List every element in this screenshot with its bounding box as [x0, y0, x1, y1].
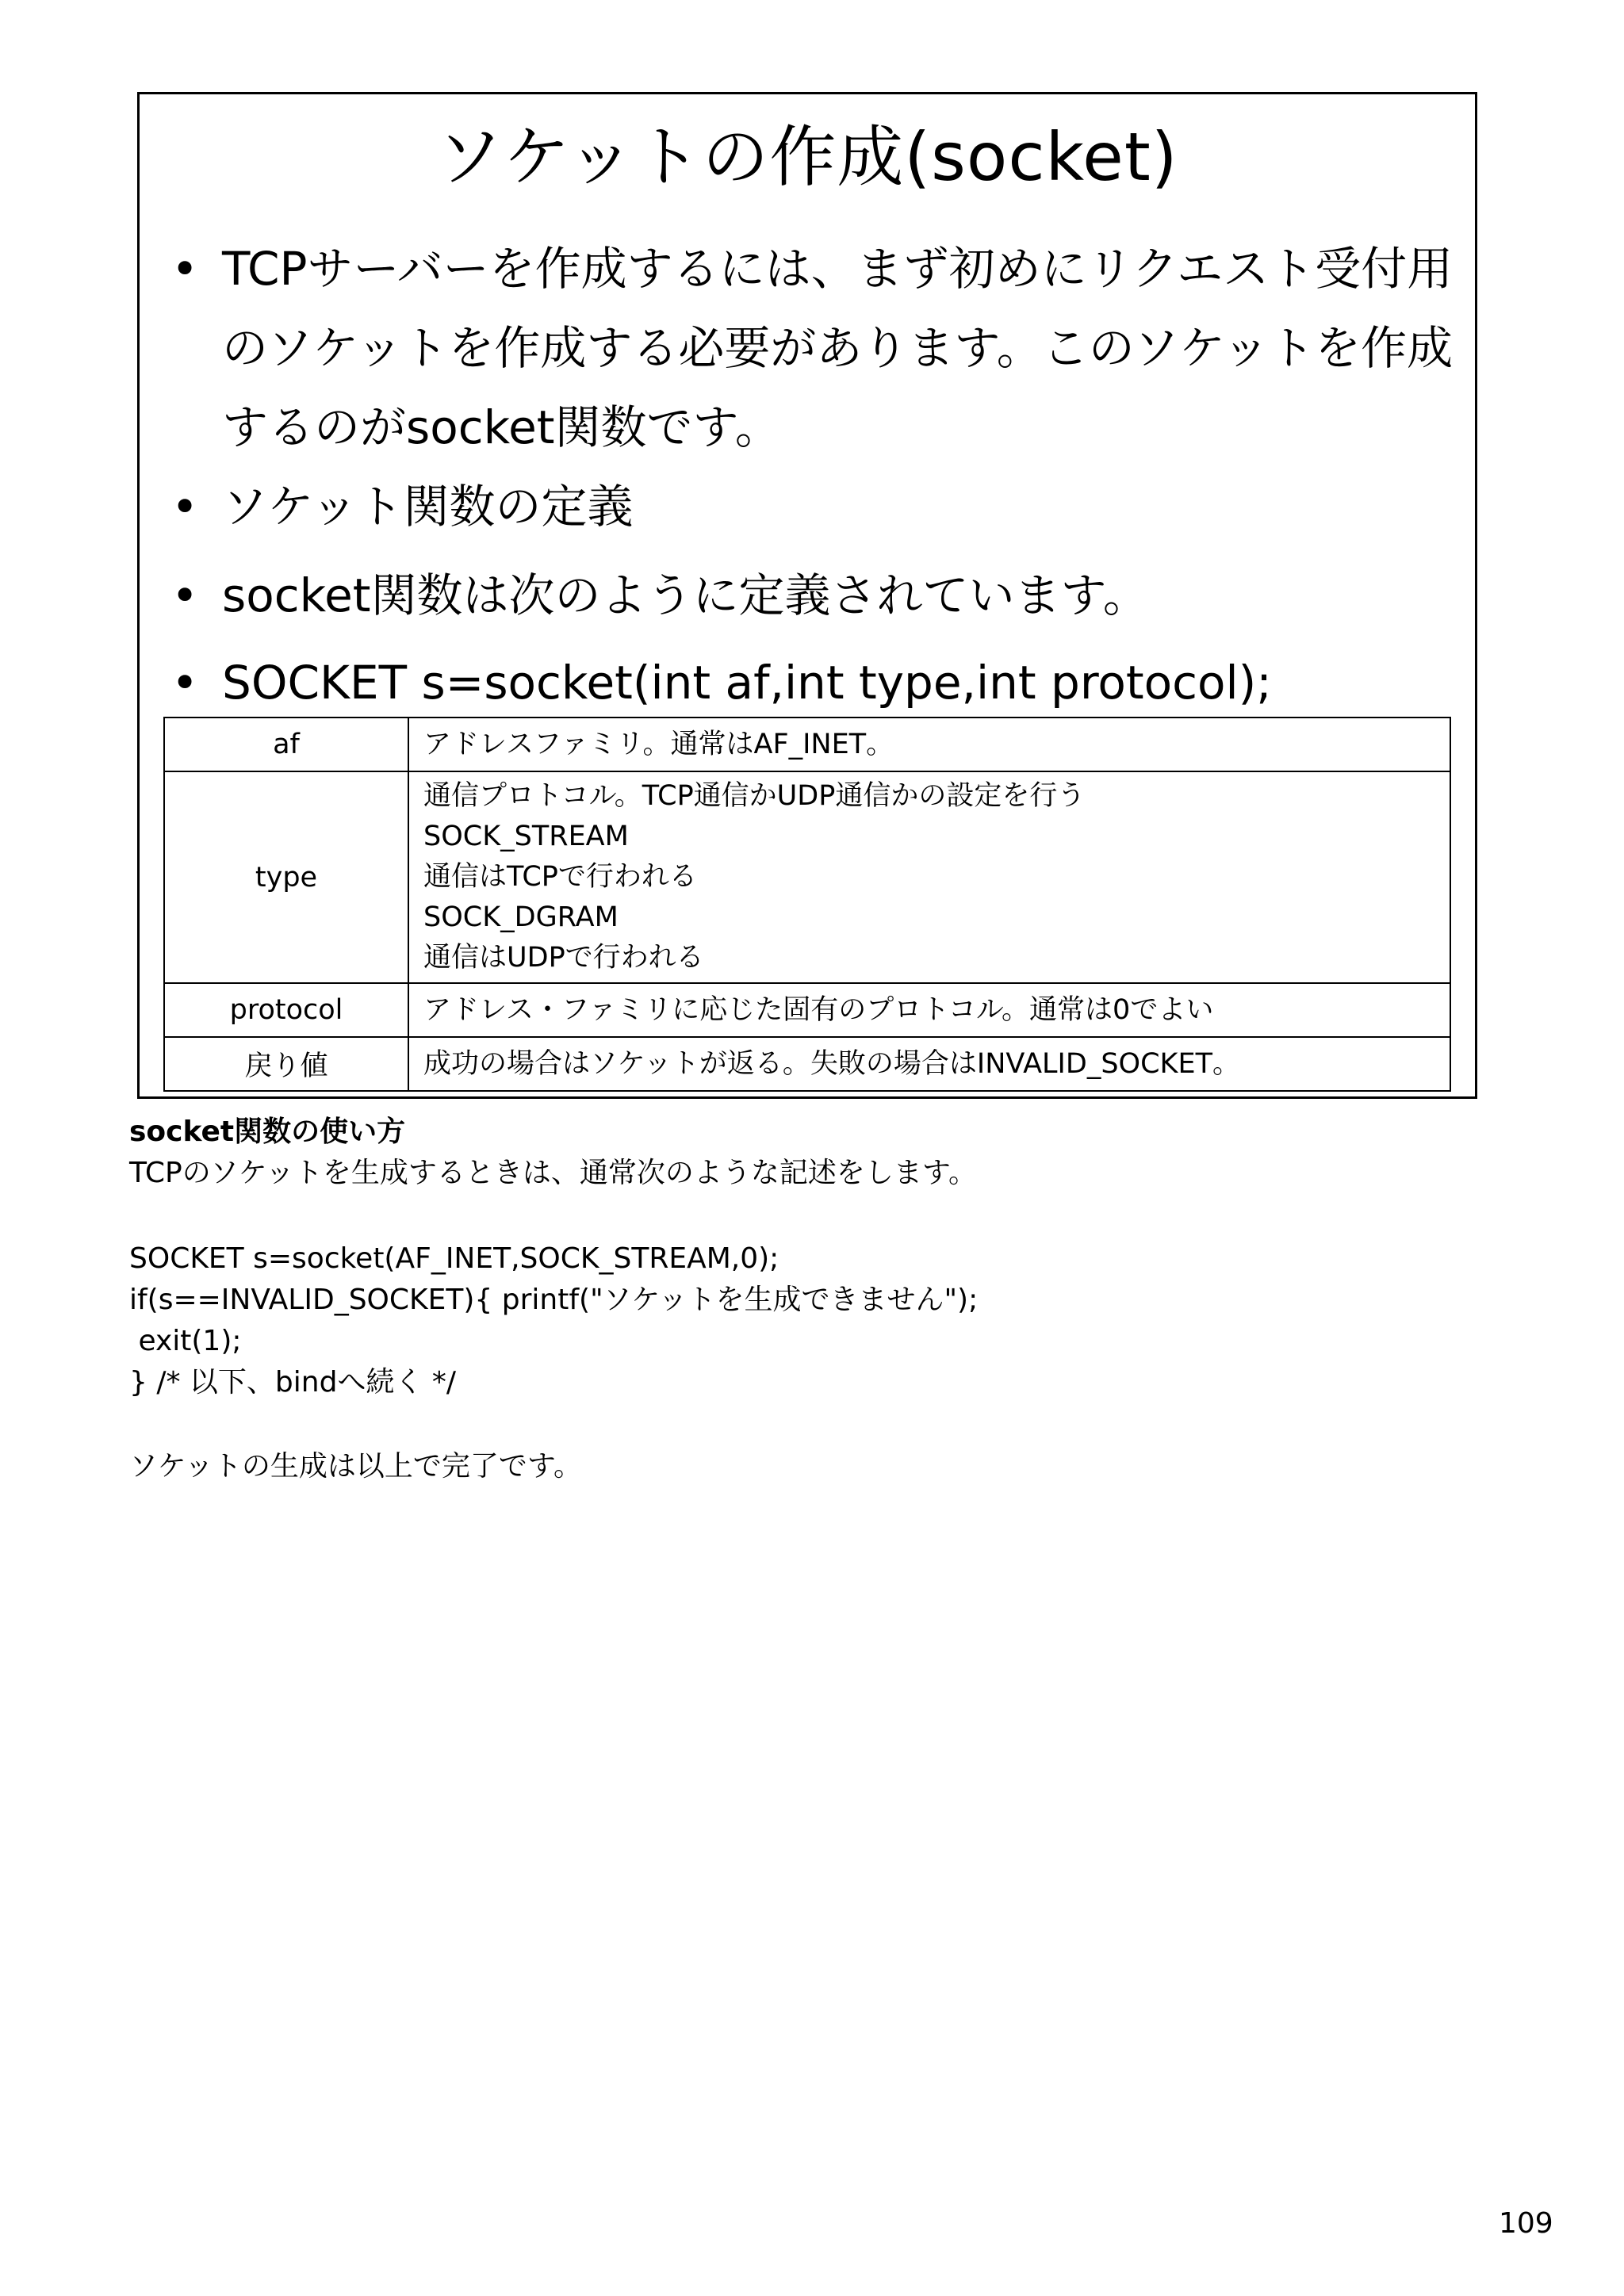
param-desc-line: アドレス・ファミリに応じた固有のプロトコル。通常は0でよい: [423, 993, 1214, 1026]
bullet-item: [159, 556, 1459, 643]
parameter-table: [163, 717, 1451, 1092]
bullet-text: socket関数は次のように定義されています。: [222, 568, 1149, 622]
param-desc-cell: [408, 1037, 1450, 1091]
param-desc-line: SOCK_DGRAM: [423, 901, 619, 933]
table-row: [164, 718, 1450, 771]
code-line: } /* 以下、bindへ続く */: [129, 1366, 457, 1399]
param-desc-cell: [408, 771, 1450, 983]
slide-title: ソケットの作成(socket): [436, 118, 1178, 196]
param-desc-cell: [408, 983, 1450, 1037]
conclusion-text: ソケットの生成は以上で完了です。: [129, 1450, 582, 1483]
code-line: exit(1);: [129, 1325, 242, 1357]
param-name-cell: type: [164, 771, 408, 983]
table-row: [164, 771, 1450, 983]
bullet-text: ソケット関数の定義: [222, 480, 634, 534]
code-line: SOCKET s=socket(AF_INET,SOCK_STREAM,0);: [129, 1242, 779, 1275]
param-desc-line: SOCK_STREAM: [423, 821, 629, 852]
param-desc-cell: [408, 718, 1450, 771]
bullet-item: [159, 229, 1459, 467]
param-desc-line: アドレスファミリ。通常はAF_INET。: [423, 728, 894, 760]
bullet-item: [159, 467, 1459, 556]
table-row: [164, 1037, 1450, 1091]
param-name-cell: 戻り値: [164, 1037, 408, 1091]
bullet-list: [159, 229, 1459, 730]
bullet-dot: •: [171, 242, 199, 296]
table-row: [164, 983, 1450, 1037]
bullet-dot: •: [171, 656, 199, 710]
usage-intro-text: TCPのソケットを生成するときは、通常次のような記述をします。: [129, 1157, 977, 1189]
code-line: if(s==INVALID_SOCKET){ printf("ソケットを生成できません");: [129, 1284, 979, 1316]
bullet-text: SOCKET s=socket(int af,int type,int protocol);: [222, 656, 1272, 710]
param-desc-line: 成功の場合はソケットが返る。失敗の場合はINVALID_SOCKET。: [423, 1047, 1240, 1080]
param-desc-line: 通信プロトコル。TCP通信かUDP通信かの設定を行う: [423, 780, 1086, 812]
usage-heading: socket関数の使い方: [129, 1115, 406, 1148]
param-name-cell: protocol: [164, 983, 408, 1037]
bullet-dot: •: [171, 568, 199, 622]
param-desc-line: 通信はUDPで行われる: [423, 942, 704, 974]
bullet-dot: •: [171, 480, 199, 534]
slide-frame: [137, 92, 1477, 1099]
page-number: 109: [1499, 2207, 1553, 2240]
param-name-cell: af: [164, 718, 408, 771]
bullet-text: TCPサーバーを作成するには、まず初めにリクエスト受付用のソケットを作成する必要があります。このソケットを作成するのがsocket関数です。: [222, 242, 1454, 454]
param-desc-line: 通信はTCPで行われる: [423, 861, 697, 893]
